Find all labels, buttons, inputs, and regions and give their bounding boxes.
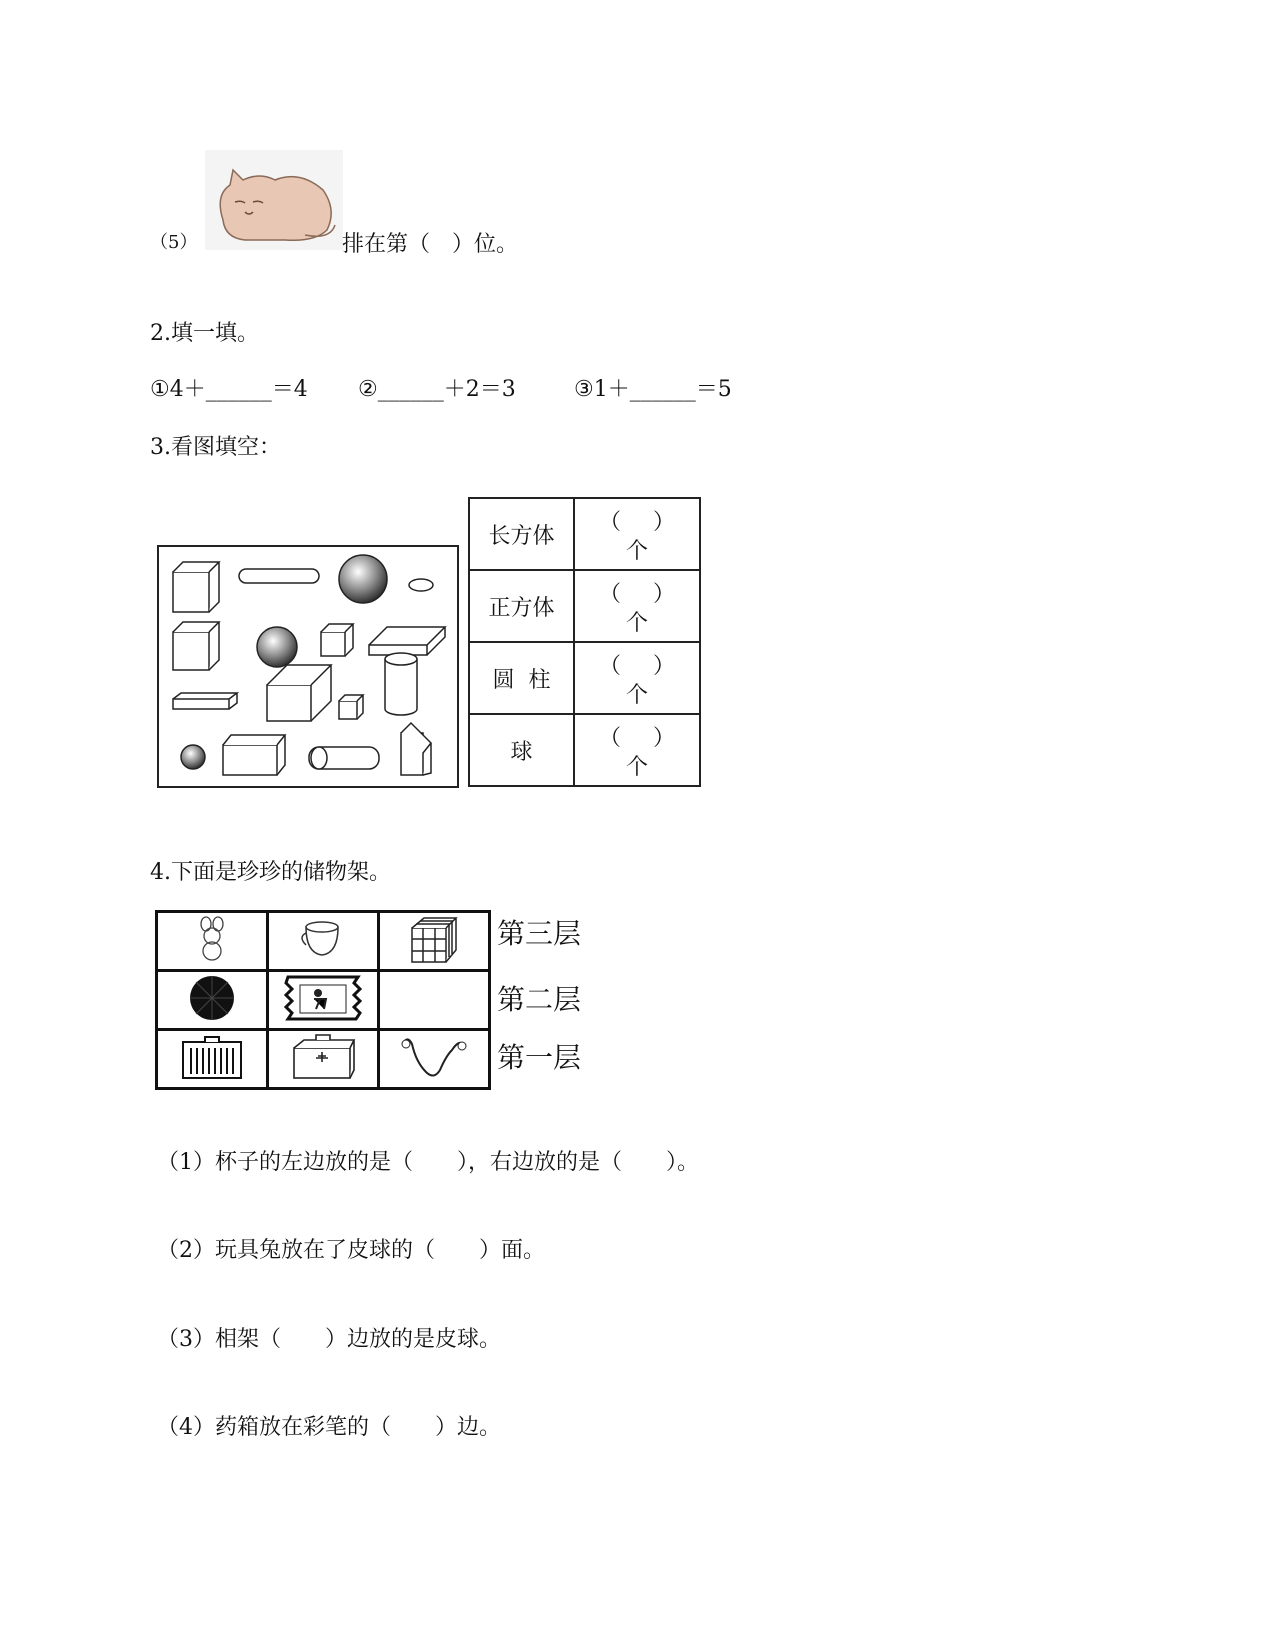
answer-cell[interactable]: （ ） 个: [574, 570, 700, 642]
shelf-row: [157, 1030, 490, 1089]
shape-name: 正方体: [469, 570, 574, 642]
photo-frame-icon: [268, 971, 379, 1030]
section-title: 4.下面是珍珍的储物架。: [150, 860, 391, 885]
shelf-row: [157, 971, 490, 1030]
equation-1: ①4＋______＝4: [150, 377, 308, 402]
empty-slot: [379, 971, 490, 1030]
ball-icon: [157, 971, 268, 1030]
shelf-label: 第三层: [497, 917, 582, 950]
solids-figure: [157, 545, 459, 788]
table-row: [469, 714, 700, 786]
question-text: 排在第（ ）位。: [342, 232, 519, 257]
section-title: 2.填一填。: [150, 321, 259, 346]
answer-cell[interactable]: （ ） 个: [574, 642, 700, 714]
headphones-icon: [379, 1030, 490, 1089]
sub-question: （1）杯子的左边放的是（ ），右边放的是（ ）。: [157, 1150, 699, 1175]
equation-3: ③1＋______＝5: [574, 377, 732, 402]
shelf-label: 第一层: [497, 1041, 582, 1074]
sub-question: （2）玩具兔放在了皮球的（ ）面。: [157, 1238, 545, 1263]
answer-cell[interactable]: （ ） 个: [574, 714, 700, 786]
answer-cell[interactable]: （ ） 个: [574, 498, 700, 570]
cup-icon: [268, 912, 379, 971]
shape-name: 球: [469, 714, 574, 786]
shape-count-table: [468, 497, 701, 787]
question-number: （5）: [150, 232, 198, 253]
shelf-row: [157, 912, 490, 971]
rubiks-cube-icon: [379, 912, 490, 971]
rabbit-toy-icon: [157, 912, 268, 971]
medicine-box-icon: [268, 1030, 379, 1089]
storage-shelf: [155, 910, 491, 1090]
shape-name: 长方体: [469, 498, 574, 570]
table-row: [469, 498, 700, 570]
sub-question: （3）相架（ ）边放的是皮球。: [157, 1327, 501, 1352]
table-row: [469, 642, 700, 714]
shape-name: 圆 柱: [469, 642, 574, 714]
table-row: [469, 570, 700, 642]
sub-question: （4）药箱放在彩笔的（ ）边。: [157, 1415, 501, 1440]
equation-2: ②______＋2＝3: [358, 377, 516, 402]
cat-image: [205, 150, 343, 250]
pencil-case-icon: [157, 1030, 268, 1089]
section-title: 3.看图填空：: [150, 435, 281, 460]
shelf-label: 第二层: [497, 983, 582, 1016]
